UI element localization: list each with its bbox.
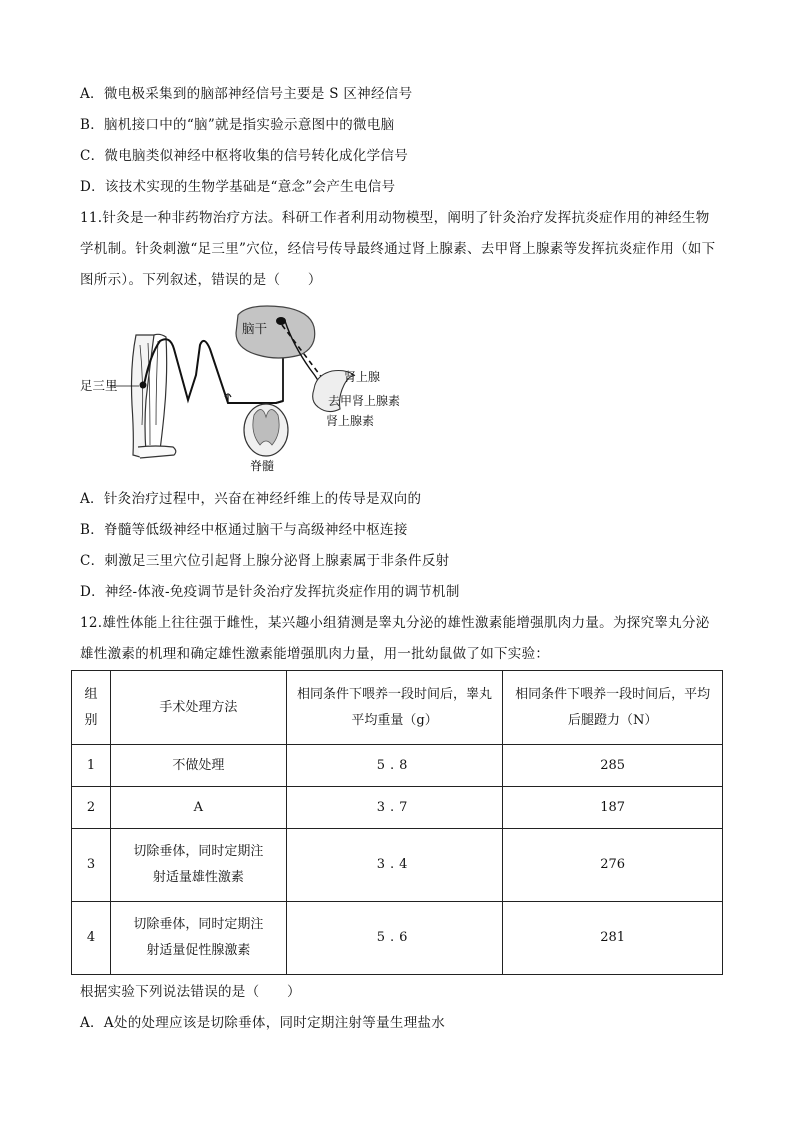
cell-treatment: 切除垂体，同时定期注射适量促性腺激素 bbox=[110, 902, 286, 975]
cell-testis-weight: 5.8 bbox=[286, 745, 503, 787]
cell-group: 4 bbox=[72, 902, 111, 975]
q10-option-d: D．该技术实现的生物学基础是“意念”会产生电信号 bbox=[80, 179, 396, 195]
q10-option-a: A．微电极采集到的脑部神经信号主要是 S 区神经信号 bbox=[80, 86, 413, 102]
cell-leg-force: 187 bbox=[503, 787, 723, 829]
cell-leg-force: 281 bbox=[503, 902, 723, 975]
header-leg-force: 相同条件下喂养一段时间后，平均后腿蹬力（N） bbox=[503, 671, 723, 745]
q11-stem: 11.针灸是一种非药物治疗方法。科研工作者利用动物模型，阐明了针灸治疗发挥抗炎症作用的神经生物学机制。针灸刺激“足三里”穴位，经信号传导最终通过肾上腺素、去甲肾上腺素等发挥抗炎症作用（如下图所示）。下列叙述，错误的是（ ） bbox=[80, 210, 716, 288]
cell-treatment: 不做处理 bbox=[110, 745, 286, 787]
cell-testis-weight: 3.4 bbox=[286, 829, 503, 902]
header-treatment: 手术处理方法 bbox=[110, 671, 286, 745]
q11-option-d: D．神经-体液-免疫调节是针灸治疗发挥抗炎症作用的调节机制 bbox=[80, 584, 460, 600]
header-group: 组别 bbox=[72, 671, 111, 745]
table-row bbox=[72, 902, 723, 975]
q12-option-a: A．A处的处理应该是切除垂体，同时定期注射等量生理盐水 bbox=[80, 1015, 446, 1031]
q12-stem: 12.雄性体能上往往强于雌性，某兴趣小组猜测是睾丸分泌的雄性激素能增强肌肉力量。为探究睾丸分泌雄性激素的机理和确定雄性激素能增强肌肉力量，用一批幼鼠做了如下实验： bbox=[80, 615, 710, 662]
table-header-row bbox=[72, 671, 723, 745]
table-row bbox=[72, 829, 723, 902]
cell-treatment: 切除垂体，同时定期注射适量雄性激素 bbox=[110, 829, 286, 902]
label-spinal-cord: 脊髓 bbox=[250, 459, 275, 473]
table-row bbox=[72, 787, 723, 829]
label-adrenal: 肾上腺 bbox=[344, 370, 381, 384]
table-row bbox=[72, 745, 723, 787]
q11-option-c: C．刺激足三里穴位引起肾上腺分泌肾上腺素属于非条件反射 bbox=[80, 553, 450, 569]
brainstem-nucleus bbox=[276, 317, 286, 325]
spinal-cord bbox=[244, 404, 288, 456]
acupoint-marker bbox=[140, 382, 147, 389]
cell-leg-force: 285 bbox=[503, 745, 723, 787]
cell-group: 2 bbox=[72, 787, 111, 829]
cell-treatment: A bbox=[110, 787, 286, 829]
q10-option-b: B．脑机接口中的“脑”就是指实验示意图中的微电脑 bbox=[80, 117, 395, 133]
q12-question: 根据实验下列说法错误的是（ ） bbox=[80, 984, 301, 1000]
label-noradrenaline: 去甲肾上腺素 bbox=[328, 394, 401, 408]
q11-option-a: A．针灸治疗过程中，兴奋在神经纤维上的传导是双向的 bbox=[80, 491, 422, 507]
q10-option-c: C．微电脑类似神经中枢将收集的信号转化成化学信号 bbox=[80, 148, 409, 164]
cell-testis-weight: 3.7 bbox=[286, 787, 503, 829]
label-adrenaline: 肾上腺素 bbox=[326, 414, 375, 428]
cell-group: 3 bbox=[72, 829, 111, 902]
cell-leg-force: 276 bbox=[503, 829, 723, 902]
label-zusanli: 足三里 bbox=[80, 378, 118, 393]
experiment-table bbox=[71, 670, 723, 975]
header-testis-weight: 相同条件下喂养一段时间后，睾丸平均重量（g） bbox=[286, 671, 503, 745]
cell-group: 1 bbox=[72, 745, 111, 787]
label-brainstem: 脑干 bbox=[242, 321, 268, 336]
q11-option-b: B．脊髓等低级神经中枢通过脑干与高级神经中枢连接 bbox=[80, 522, 408, 538]
cell-testis-weight: 5.6 bbox=[286, 902, 503, 975]
acupuncture-pathway-figure bbox=[78, 305, 458, 475]
